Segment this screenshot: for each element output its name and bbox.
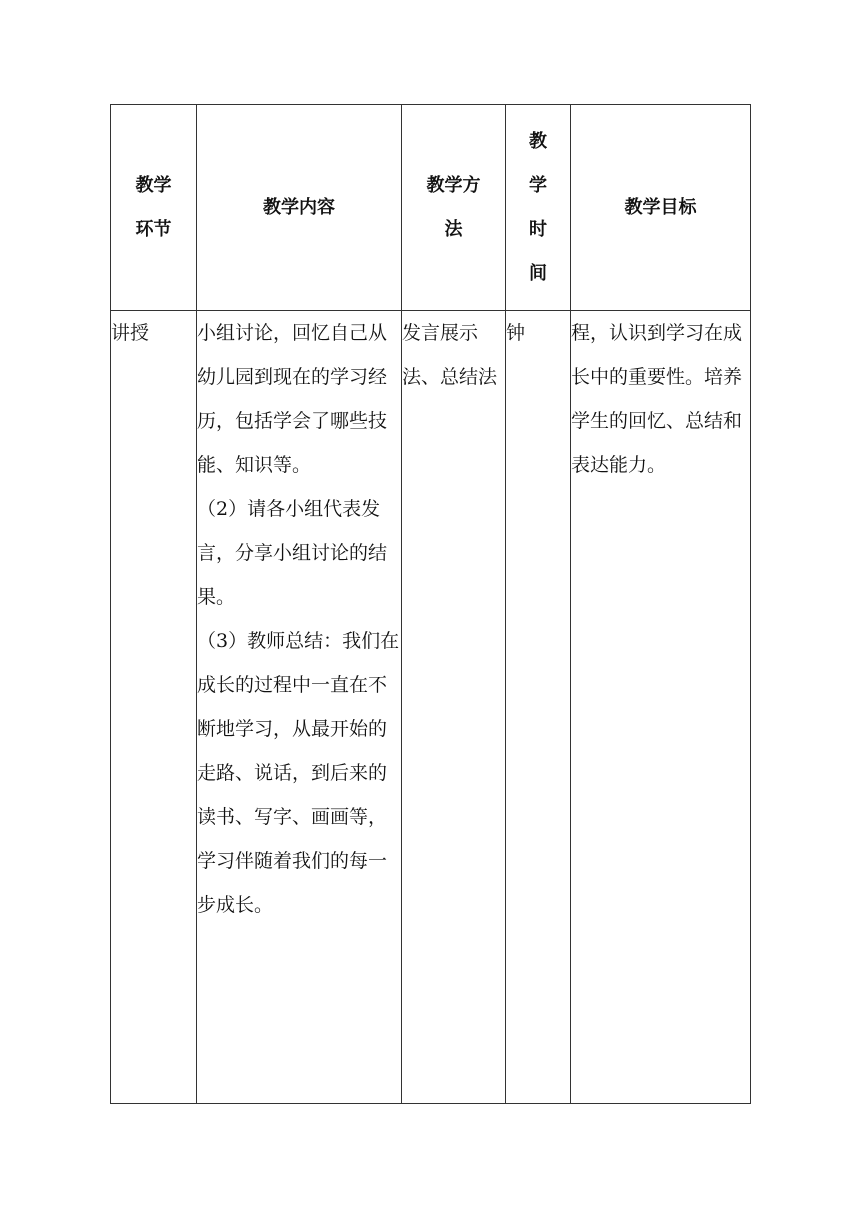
header-goal-cell (571, 105, 751, 311)
method-cell (402, 311, 506, 1104)
stage-text: 讲授 (111, 322, 150, 344)
header-time-label: 教 学 时 间 (529, 130, 547, 284)
time-text: 钟 (506, 322, 526, 344)
method-text: 发言展示法、总结法 (402, 322, 498, 388)
header-goal-label: 教学目标 (624, 196, 697, 218)
header-stage-cell (111, 105, 197, 311)
stage-cell (111, 311, 197, 1104)
content-cell (197, 311, 402, 1104)
header-content-cell (197, 105, 402, 311)
header-method-label: 教学方 法 (426, 174, 481, 240)
lesson-plan-table (110, 104, 751, 1104)
table-header-row (111, 105, 751, 311)
content-paragraph-2: （2）请各小组代表发言，分享小组讨论的结果。 (197, 498, 388, 608)
header-content-label: 教学内容 (263, 196, 335, 218)
header-time-cell (506, 105, 571, 311)
header-method-cell (402, 105, 506, 311)
goal-cell (571, 311, 751, 1104)
content-paragraph-3: （3）教师总结：我们在成长的过程中一直在不断地学习，从最开始的走路、说话，到后来的读书、写字、画画等，学习伴随着我们的每一步成长。 (197, 630, 400, 916)
content-paragraph-1: 小组讨论，回忆自己从幼儿园到现在的学习经历，包括学会了哪些技能、知识等。 (197, 322, 388, 476)
table-row (111, 311, 751, 1104)
header-stage-label: 教学 环节 (135, 174, 172, 240)
time-cell (506, 311, 571, 1104)
goal-text: 程，认识到学习在成长中的重要性。培养学生的回忆、总结和表达能力。 (571, 322, 743, 476)
